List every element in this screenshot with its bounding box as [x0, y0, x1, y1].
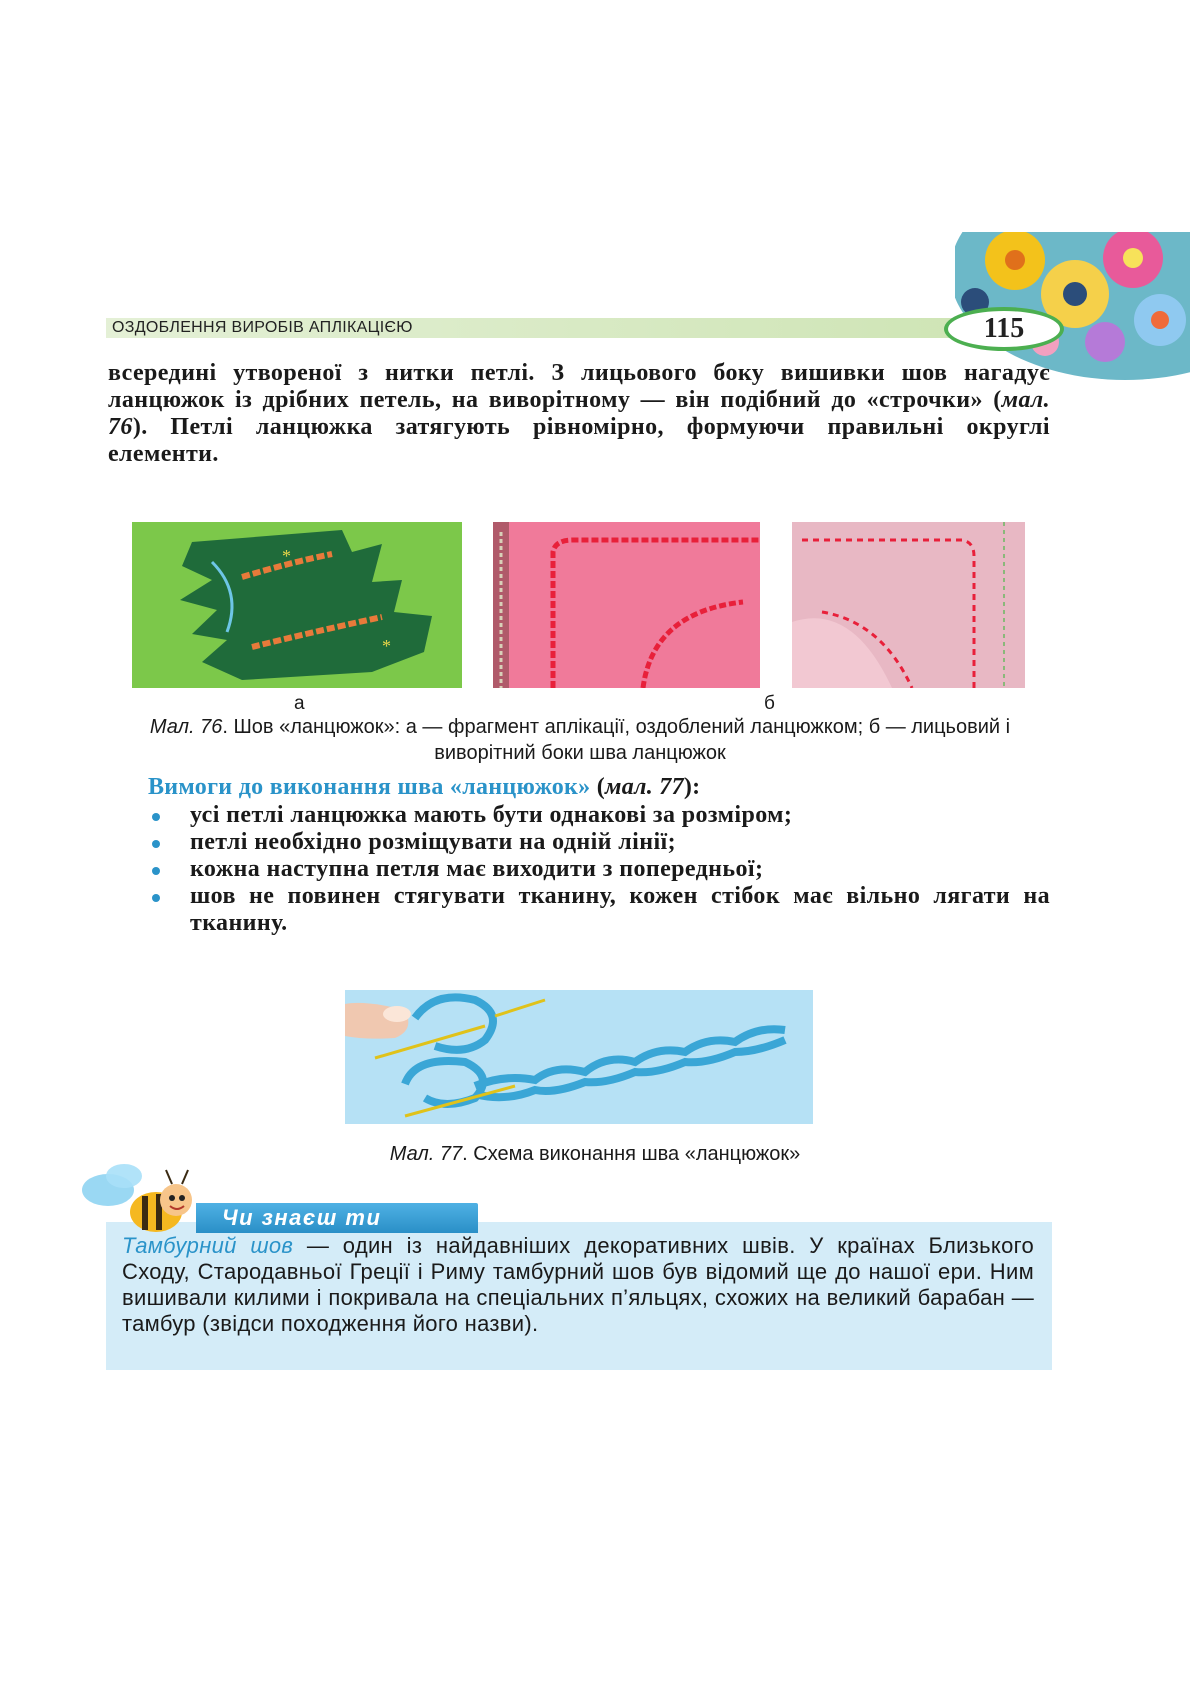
did-you-know-term: Тамбурний шов — [122, 1233, 294, 1258]
svg-text:*: * — [282, 546, 291, 566]
intro-text-after: ). Петлі ланцюжка затягують рівномірно, формуючи правильні округлі елементи. — [108, 414, 1050, 467]
intro-figure-ref: мал. 76 — [108, 387, 1050, 440]
section-title: ОЗДОБЛЕННЯ ВИРОБІВ АПЛІКАЦІЄЮ — [112, 319, 413, 336]
list-item: кожна наступна петля має виходити з попередньої; — [148, 856, 1050, 883]
list-item: шов не повинен стягувати тканину, кожен стібок має вільно лягати на тканину. — [148, 883, 1050, 937]
did-you-know-tab-label: Чи знаєш ти — [222, 1205, 382, 1230]
figure-label-b: б — [764, 693, 775, 714]
figure77-caption-text: . Схема виконання шва «ланцюжок» — [462, 1143, 801, 1165]
requirements-list — [148, 802, 1050, 937]
chain-stitch-front-photo — [493, 522, 760, 688]
figure76-caption-ref: Мал. 76 — [149, 716, 223, 738]
requirements-heading — [148, 774, 700, 801]
did-you-know-body: — один із найдавніших декоративних швів. У країнах Близького Сходу, Стародавньої Греції і Риму тамбурний шов був відомий ще до нашої ери. Ним вишивали килими і покривала на спеціальних п’яльцях, схожих на великий барабан — тамбур (звідси походження його назви). — [122, 1233, 1034, 1336]
requirements-ref-close: ): — [683, 774, 701, 800]
christmas-tree-applique-photo — [132, 522, 462, 688]
figure-label-a: а — [294, 693, 305, 714]
corner-flower-decoration — [955, 232, 1190, 380]
requirements-title: Вимоги до виконання шва «ланцюжок» — [148, 774, 591, 800]
bee-mascot-icon — [76, 1160, 196, 1240]
requirements-ref-open: ( — [590, 774, 606, 800]
list-item: петлі необхідно розміщувати на одній лінії; — [148, 829, 1050, 856]
chain-stitch-back-photo — [792, 522, 1025, 688]
intro-text-before: всередині утвореної з нитки петлі. З лицьового боку вишивки шов нагадує ланцюжок із дрібних петель, на виворітному — він подібний до «строчки» ( — [108, 360, 1050, 413]
requirements-ref: мал. 77 — [605, 774, 684, 800]
figure76-caption — [130, 714, 1030, 766]
page-number: 115 — [944, 307, 1064, 351]
list-item: усі петлі ланцюжка мають бути однакові за розміром; — [148, 802, 1050, 829]
figure76-caption-text: . Шов «ланцюжок»: а — фрагмент аплікації, оздоблений ланцюжком; б — лицьовий і виворітний боки шва ланцюжок — [222, 716, 1011, 764]
chain-stitch-diagram — [345, 990, 813, 1124]
did-you-know-text — [122, 1233, 1034, 1337]
svg-text:*: * — [382, 636, 391, 656]
intro-paragraph — [108, 360, 1050, 468]
figure77-caption-ref: Мал. 77 — [389, 1143, 463, 1165]
